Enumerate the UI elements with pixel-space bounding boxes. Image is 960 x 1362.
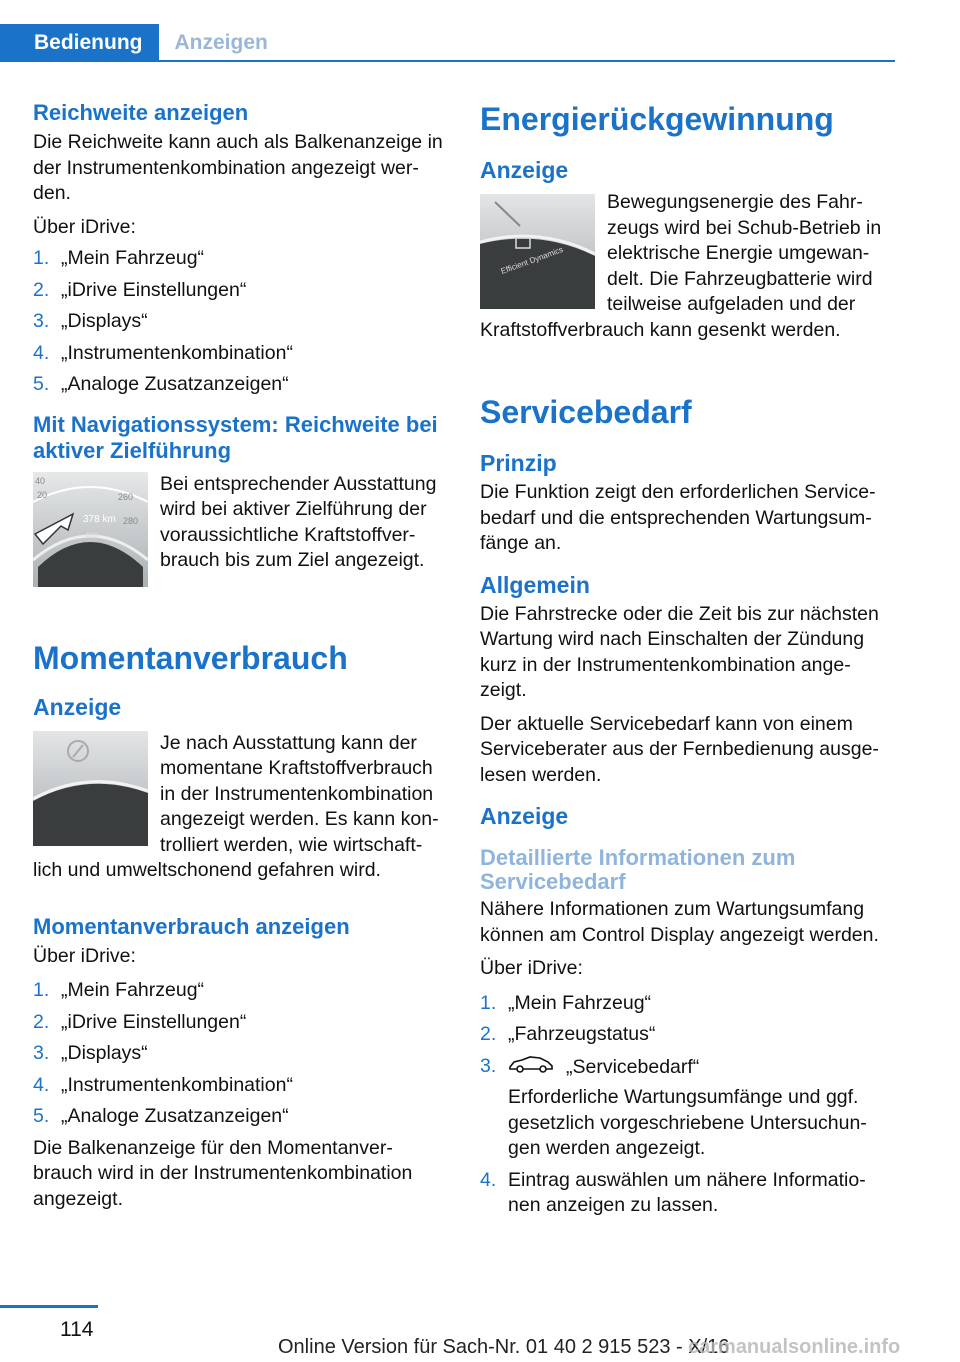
list-item [33,978,448,1004]
energy-text: Bewegungsenergie des Fahr-zeugs wird bei Schub-Betrieb in elektrische Energie umgewan-delt. Die Fahrzeugbatterie wird teilweise aufgeladen und der Kraftstoffverbrauch kann gesenkt werden. [480,191,882,341]
svg-text:280: 280 [123,515,139,526]
list-text: „iDrive Einstellungen“ [61,1010,247,1033]
list-item [33,309,448,335]
footer-online-version: Online Version für Sach-Nr. 01 40 2 915 523 - X/16 [278,1336,730,1358]
list-text: „Instrumentenkombination“ [61,1073,293,1096]
list-number: 3. [33,1042,50,1064]
heading-moment-show: Momentanverbrauch anzeigen [33,913,350,939]
moment-end-text: Die Balkenanzeige für den Momentanver-brauch wird in der Instrumentenkombination angezeigt. [33,1136,413,1210]
list-text: „Instrumentenkombination“ [61,341,293,364]
svg-text:260: 260 [118,491,134,502]
watermark: carmanualsonline.info [688,1336,901,1358]
list-item: 3. „Servicebedarf“ Erforderliche Wartungsumfänge und ggf. gesetzlich vorgeschriebene Untersuchun-gen werden angezeigt. [480,1054,867,1159]
list-number: 5. [33,373,50,395]
moment-steps [33,978,448,1130]
list-item: 2. „Fahrzeugstatus“ [480,1023,656,1045]
list-item [33,1073,448,1099]
list-text: „Analoge Zusatzanzeigen“ [61,1105,289,1127]
footer-rule [0,1305,98,1308]
heading-navigation: Mit Navigationssystem: Reichweite bei aktiver Zielführung [33,411,438,463]
heading-servicebedarf: Servicebedarf [480,394,692,430]
list-item [33,278,448,304]
svg-text:Efficient Dynamics: Efficient Dynamics [499,244,565,276]
right-column [480,100,892,1219]
heading-energy-anzeige: Anzeige [480,157,569,183]
heading-anzeige: Anzeige [480,803,569,829]
detail-idrive: Über iDrive: [480,957,583,979]
moment-text: Je nach Ausstattung kann der momentane Kraftstoffverbrauch in der Instrumentenkombination angezeigt werden. Es kann kon-trolliert werden, wie wirtschaft-lich und umweltschonend gefahren wird. [33,731,439,881]
tab-anzeigen[interactable]: Anzeigen [174,31,268,54]
list-number: 5. [33,1105,50,1127]
list-number: 1. [33,247,50,269]
detail-text: Nähere Informationen zum Wartungsumfang können am Control Display angezeigt werden. [480,898,879,946]
list-text: „Analoge Zusatzanzeigen“ [61,373,289,395]
left-column [33,100,448,1212]
list-text: „Mein Fahrzeug“ [61,247,205,269]
page-number: 114 [60,1318,94,1341]
list-text: „iDrive Einstellungen“ [61,278,247,301]
heading-allgemein: Allgemein [480,571,590,598]
header-tabs [0,24,284,62]
list-item [33,372,448,398]
list-number: 1. [33,979,50,1001]
list-item: 1. „Mein Fahrzeug“ [480,991,652,1014]
header-rule [0,60,895,62]
heading-moment-anzeige: Anzeige [33,693,122,720]
heading-prinzip: Prinzip [480,450,557,476]
consumption-gauge-image [33,731,148,846]
list-item [33,341,448,367]
prinzip-text: Die Funktion zeigt den erforderlichen Service-bedarf und die entsprechenden Wartungsum-fänge an. [480,481,876,554]
heading-momentanverbrauch: Momentanverbrauch [33,639,348,676]
svg-text:20: 20 [37,489,48,500]
allgemein-text-1: Die Fahrstrecke oder die Zeit bis zur nächsten Wartung wird nach Einschalten der Zündung kurz in der Instrumentenkombination ange-zeigt. [480,602,879,701]
list-number: 4. [33,341,50,364]
energy-gauge-image [480,194,595,309]
heading-energie: Energierückgewinnung [480,101,834,137]
list-item: 4. Eintrag auswählen um nähere Informatio-nen anzeigen zu lassen. [480,1168,866,1216]
service-steps [480,991,892,1219]
heading-detail: Detaillierte Informationen zum Servicebedarf [480,845,796,894]
list-number: 4. [33,1073,50,1096]
svg-text:378 km: 378 km [83,513,116,525]
allgemein-text-2: Der aktuelle Servicebedarf kann von einem Serviceberater aus der Fernbedienung ausge-lesen werden. [480,712,879,786]
reichweite-idrive: Über iDrive: [33,215,136,238]
list-item [33,1041,448,1067]
svg-text:40: 40 [35,475,46,486]
list-number: 2. [33,278,50,301]
reichweite-text: Die Reichweite kann auch als Balkenanzeige in der Instrumentenkombination angezeigt wer-den. [33,131,443,204]
heading-reichweite: Reichweite anzeigen [33,100,249,125]
navigation-text: Bei entsprechender Ausstattung wird bei aktiver Zielführung der voraussichtliche Kraftstoffver-brauch bis zum Ziel angezeigt. [160,472,437,571]
reichweite-steps [33,246,448,398]
list-text: „Displays“ [61,310,148,332]
list-item [33,1010,448,1036]
moment-idrive: Über iDrive: [33,944,136,967]
list-text: „Mein Fahrzeug“ [61,979,205,1001]
list-number: 2. [33,1010,50,1033]
list-number: 3. [33,310,50,332]
tab-bedienung[interactable]: Bedienung [0,24,159,62]
list-item [33,246,448,272]
range-gauge-image [33,472,148,587]
list-item [33,1104,448,1130]
car-service-icon [508,1054,554,1082]
list-text: „Displays“ [61,1042,148,1064]
svg-text:400: 400 [85,530,99,540]
